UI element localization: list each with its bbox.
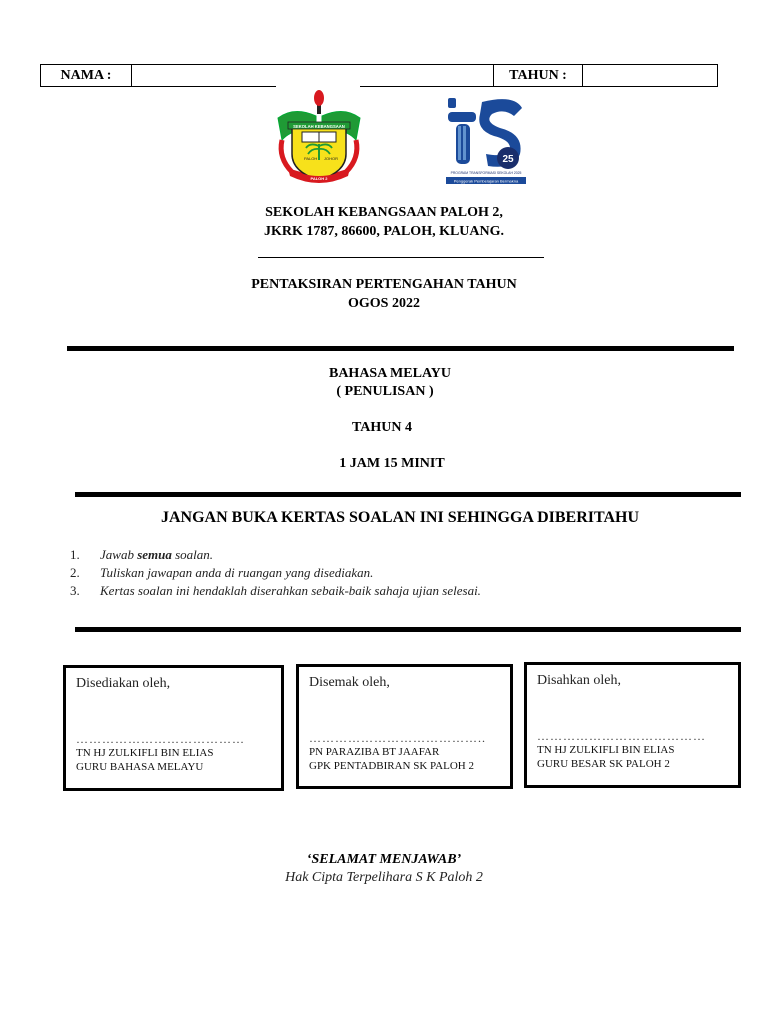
instruction-1-number: 1. <box>70 547 80 562</box>
reviewed-label: Disemak oleh, <box>309 675 390 690</box>
reviewed-name: PN PARAZIBA BT JAAFAR <box>309 746 440 758</box>
ts25-logo <box>444 96 528 186</box>
reviewed-role: GPK PENTADBIRAN SK PALOH 2 <box>309 760 474 772</box>
school-address: JKRK 1787, 86600, PALOH, KLUANG. <box>263 224 505 239</box>
approved-name: TN HJ ZULKIFLI BIN ELIAS <box>537 744 675 756</box>
instruction-1-pre: Jawab <box>100 547 138 562</box>
instruction-1-post: soalan. <box>171 547 214 562</box>
ts25-caption-2: Penggerak Pembelajaran Bermakna <box>453 178 519 184</box>
exam-date: OGOS 2022 <box>348 296 420 311</box>
copyright-notice: Hak Cipta Terpelihara S K Paloh 2 <box>285 870 483 885</box>
prepared-name: TN HJ ZULKIFLI BIN ELIAS <box>76 747 214 759</box>
crest-right-text: JOHOR <box>324 156 338 161</box>
instruction-3-text: Kertas soalan ini hendaklah diserahkan sebaik-baik sahaja ujian selesai. <box>100 583 481 598</box>
instruction-2-text: Tuliskan jawapan anda di ruangan yang disediakan. <box>100 565 374 580</box>
ts25-caption-1: PROGRAM TRANSFORMASI SEKOLAH 2025 <box>450 171 522 175</box>
crest-motto-text: PALOH 2 <box>310 176 328 181</box>
crest-left-text: PALOH <box>304 156 318 161</box>
divider-top <box>67 346 734 351</box>
subject-duration: 1 JAM 15 MINIT <box>339 456 445 471</box>
subject-name: BAHASA MELAYU <box>328 366 451 381</box>
tahun-label: TAHUN : <box>494 65 583 86</box>
school-name: SEKOLAH KEBANGSAAN PALOH 2, <box>265 205 503 220</box>
divider-warning-top <box>75 492 741 497</box>
instruction-3 <box>70 583 481 599</box>
signature-box-prepared <box>63 665 284 791</box>
approved-label: Disahkan oleh, <box>537 673 621 688</box>
approved-signature-line[interactable]: ………………………………… <box>537 729 706 743</box>
reviewed-signature-line[interactable]: ………………………………….. <box>309 731 486 745</box>
ts25-badge: 25 <box>502 154 514 165</box>
instruction-1-bold: semua <box>137 547 172 562</box>
signature-box-approved <box>524 662 741 788</box>
exam-title: PENTAKSIRAN PERTENGAHAN TAHUN <box>251 277 517 292</box>
prepared-label: Disediakan oleh, <box>76 676 171 691</box>
instruction-1 <box>70 547 213 563</box>
nama-label: NAMA : <box>41 65 132 86</box>
nama-field[interactable] <box>132 65 494 86</box>
instruction-2 <box>70 565 373 581</box>
address-underline <box>258 257 544 258</box>
subject-paper: ( PENULISAN ) <box>336 384 434 399</box>
closing-greeting: ‘SELAMAT MENJAWAB’ <box>306 852 462 867</box>
school-crest-logo <box>274 88 364 188</box>
instruction-3-number: 3. <box>70 583 80 598</box>
student-info-table <box>40 64 718 87</box>
subject-year: TAHUN 4 <box>351 420 413 435</box>
crest-banner-text: SEKOLAH KEBANGSAAN <box>293 124 345 129</box>
prepared-role: GURU BAHASA MELAYU <box>76 761 204 773</box>
prepared-signature-line[interactable]: ………………………………… <box>76 732 245 746</box>
instruction-2-number: 2. <box>70 565 80 580</box>
tahun-field[interactable] <box>583 65 717 86</box>
approved-role: GURU BESAR SK PALOH 2 <box>537 758 670 770</box>
signature-box-reviewed <box>296 664 513 789</box>
divider-instructions-bottom <box>75 627 741 632</box>
warning-text: JANGAN BUKA KERTAS SOALAN INI SEHINGGA DIBERITAHU <box>160 509 640 526</box>
